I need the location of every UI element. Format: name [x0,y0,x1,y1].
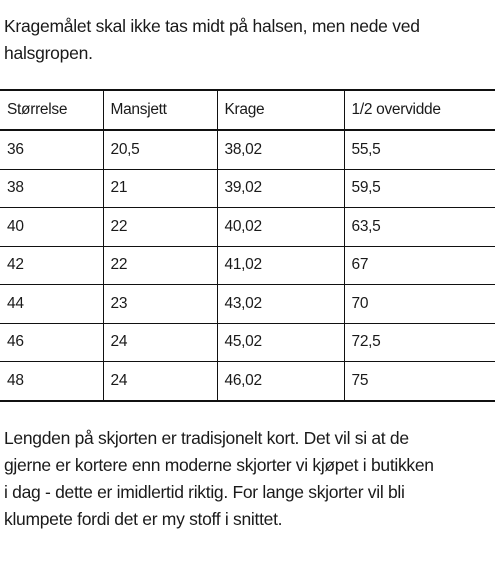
cell-collar: 46,02 [217,362,344,401]
table-row [0,130,495,169]
cell-collar: 38,02 [217,130,344,169]
cell-size: 36 [0,130,103,169]
outro-line: gjerne er kortere enn moderne skjorter vi kjøpet i butikken [4,455,434,475]
cell-cuff: 23 [103,285,217,324]
table-header-row [0,90,495,130]
outro-line: i dag - dette er imidlertid riktig. For lange skjorter vil bli [4,482,405,502]
cell-cuff: 24 [103,323,217,362]
cell-size: 42 [0,246,103,285]
intro-line: halsgropen. [4,43,93,63]
cell-half-chest: 67 [344,246,495,285]
cell-half-chest: 63,5 [344,208,495,247]
cell-size: 38 [0,169,103,208]
cell-size: 46 [0,323,103,362]
cell-cuff: 22 [103,246,217,285]
cell-half-chest: 70 [344,285,495,324]
cell-size: 44 [0,285,103,324]
outro-paragraph [4,425,494,533]
table-row [0,246,495,285]
header-half-chest: 1/2 overvidde [344,90,495,130]
outro-line: klumpete fordi det er my stoff i snittet. [4,509,283,529]
cell-collar: 45,02 [217,323,344,362]
intro-paragraph [4,13,492,67]
header-collar: Krage [217,90,344,130]
cell-collar: 41,02 [217,246,344,285]
table-row [0,169,495,208]
table-row [0,323,495,362]
size-table [0,89,495,402]
cell-half-chest: 75 [344,362,495,401]
cell-cuff: 24 [103,362,217,401]
cell-half-chest: 59,5 [344,169,495,208]
outro-line: Lengden på skjorten er tradisjonelt kort. Det vil si at de [4,428,409,448]
table-row [0,285,495,324]
header-size: Størrelse [0,90,103,130]
cell-half-chest: 72,5 [344,323,495,362]
header-cuff: Mansjett [103,90,217,130]
cell-size: 40 [0,208,103,247]
cell-collar: 39,02 [217,169,344,208]
table-row [0,208,495,247]
cell-collar: 40,02 [217,208,344,247]
cell-half-chest: 55,5 [344,130,495,169]
intro-line: Kragemålet skal ikke tas midt på halsen, men nede ved [4,16,420,36]
cell-cuff: 21 [103,169,217,208]
cell-cuff: 22 [103,208,217,247]
table-row [0,362,495,401]
cell-size: 48 [0,362,103,401]
cell-cuff: 20,5 [103,130,217,169]
cell-collar: 43,02 [217,285,344,324]
